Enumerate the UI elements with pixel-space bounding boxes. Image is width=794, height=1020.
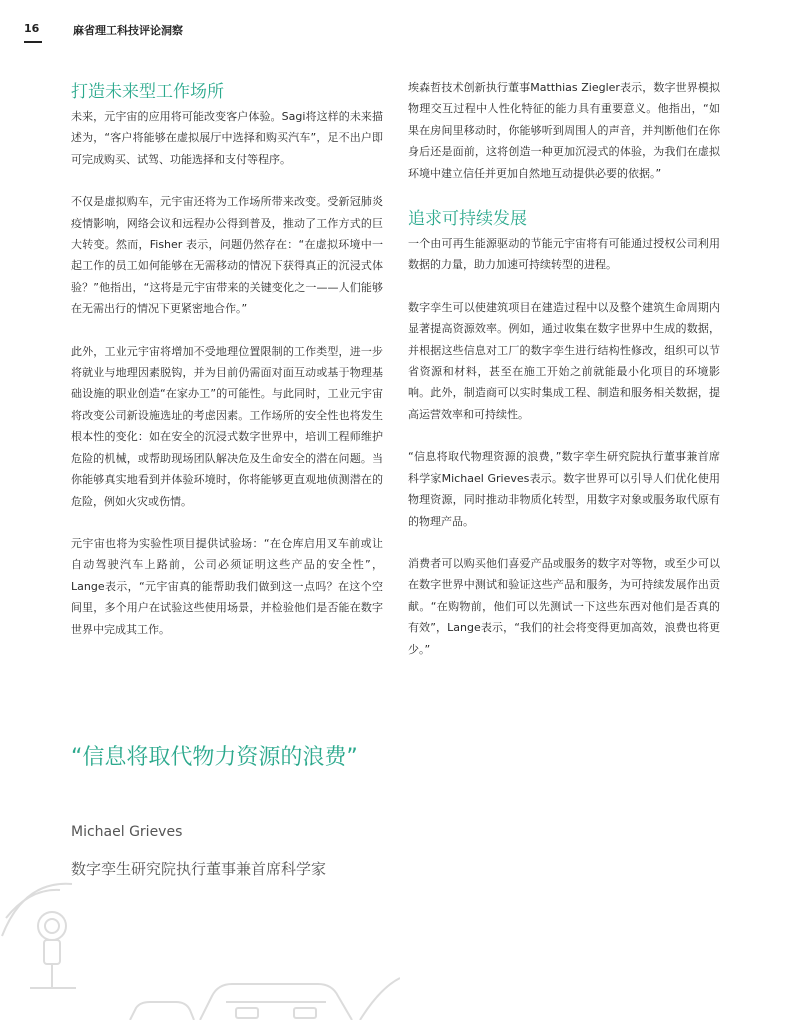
paragraph: 埃森哲技术创新执行董事Matthias Ziegler表示，数字世界模拟物理交互过程中人性化特征的能力具有重要意义。他指出，“如果在房间里移动时，你能够听到周围人的声音，并判断他们在你身后还是面前，这将创造一种更加沉浸式的体验，为我们在虚拟环境中建立信任并更加自然地互动提供必要的依据。” [408, 81, 720, 180]
paragraph: 未来，元宇宙的应用将可能改变客户体验。Sagi将这样的未来描述为，“客户将能够在虚拟展厅中选择和购买汽车”，足不出户即可完成购买、试驾、功能选择和支付等程序。 [71, 110, 383, 166]
paragraph: 数字孪生可以使建筑项目在建造过程中以及整个建筑生命周期内显著提高资源效率。例如，通过收集在数字世界中生成的数据，并根据这些信息对工厂的数字孪生进行结构性修改，组织可以节省资源和材料，甚至在施工开始之前就能最小化项目的环境影响。此外，制造商可以实时集成工程、制造和服务相关数据，提高运营效率和可持续性。 [408, 300, 720, 421]
section-title-workplace: 打造未来型工作场所 [71, 82, 224, 102]
paragraph: 一个由可再生能源驱动的节能元宇宙将有可能通过授权公司利用数据的力量，助力加速可持续转型的进程。 [408, 237, 720, 272]
decorative-illustration [0, 878, 400, 1020]
car-small-outline-icon [130, 1002, 194, 1020]
header-rule [24, 41, 42, 43]
sensor-camera-icon [2, 884, 76, 988]
car-outline-icon [200, 978, 400, 1020]
left-column [71, 80, 383, 640]
paragraph: 消费者可以购买他们喜爱产品或服务的数字对等物，或至少可以在数字世界中测试和验证这些产品和服务，为可持续发展作出贡献。“在购物前，他们可以先测试一下这些东西对他们是否真的有效”，Lange表示，“我们的社会将变得更加高效，浪费也将更少。” [408, 556, 720, 656]
paragraph: “信息将取代物理资源的浪费，”数字孪生研究院执行董事兼首席科学家Michael Grieves表示。数字世界可以引导人们优化使用物理资源，同时推动非物质化转型，用数字对象或服务取代原有的物理产品。 [408, 450, 720, 528]
pull-quote: “信息将取代物力资源的浪费” [71, 745, 358, 770]
paragraph: 不仅是虚拟购车，元宇宙还将为工作场所带来改变。受新冠肺炎疫情影响，网络会议和远程办公得到普及，推动了工作方式的巨大转变。然而，Fisher 表示，问题仍然存在：“在虚拟环境中一起工作的员工如何能够在无需移动的情况下获得真正的沉浸式体验？”他指出，“这将是元宇宙带来的关键变化之一——人们能够在无需出行的情况下更紧密地合作。” [71, 195, 383, 316]
section-title-sustainability: 追求可持续发展 [408, 209, 527, 230]
quote-attribution-name: Michael Grieves [71, 824, 183, 840]
right-column [408, 77, 720, 660]
paragraph: 此外，工业元宇宙将增加不受地理位置限制的工作类型，进一步将就业与地理因素脱钩，并为目前仍需面对面互动或基于物理基础设施的职业创造“在家办工”的可能性。与此同时，工业元宇宙将改变公司新设施选址的考虑因素。工作场所的安全性也将发生根本性的变化：如在安全的沉浸式数字世界中，培训工程师维护危险的机械，或帮助现场团队解决危及生命安全的潜在问题。当你能够真实地看到并体验环境时，你将能够更直观地侦测潜在的危险，例如火灾或伤情。 [71, 344, 383, 508]
paragraph: 元宇宙也将为实验性项目提供试验场：“在仓库启用叉车前或让自动驾驶汽车上路前，公司必须证明这些产品的安全性”，Lange表示，“元宇宙真的能帮助我们做到这一点吗？在这个空间里，多个用户在试验这些使用场景，并检验他们是否能在数字世界中完成其工作。 [71, 536, 383, 636]
page-number: 16 [24, 22, 40, 35]
quote-attribution-role: 数字孪生研究院执行董事兼首席科学家 [71, 860, 327, 878]
publication-title: 麻省理工科技评论洞察 [73, 24, 183, 37]
